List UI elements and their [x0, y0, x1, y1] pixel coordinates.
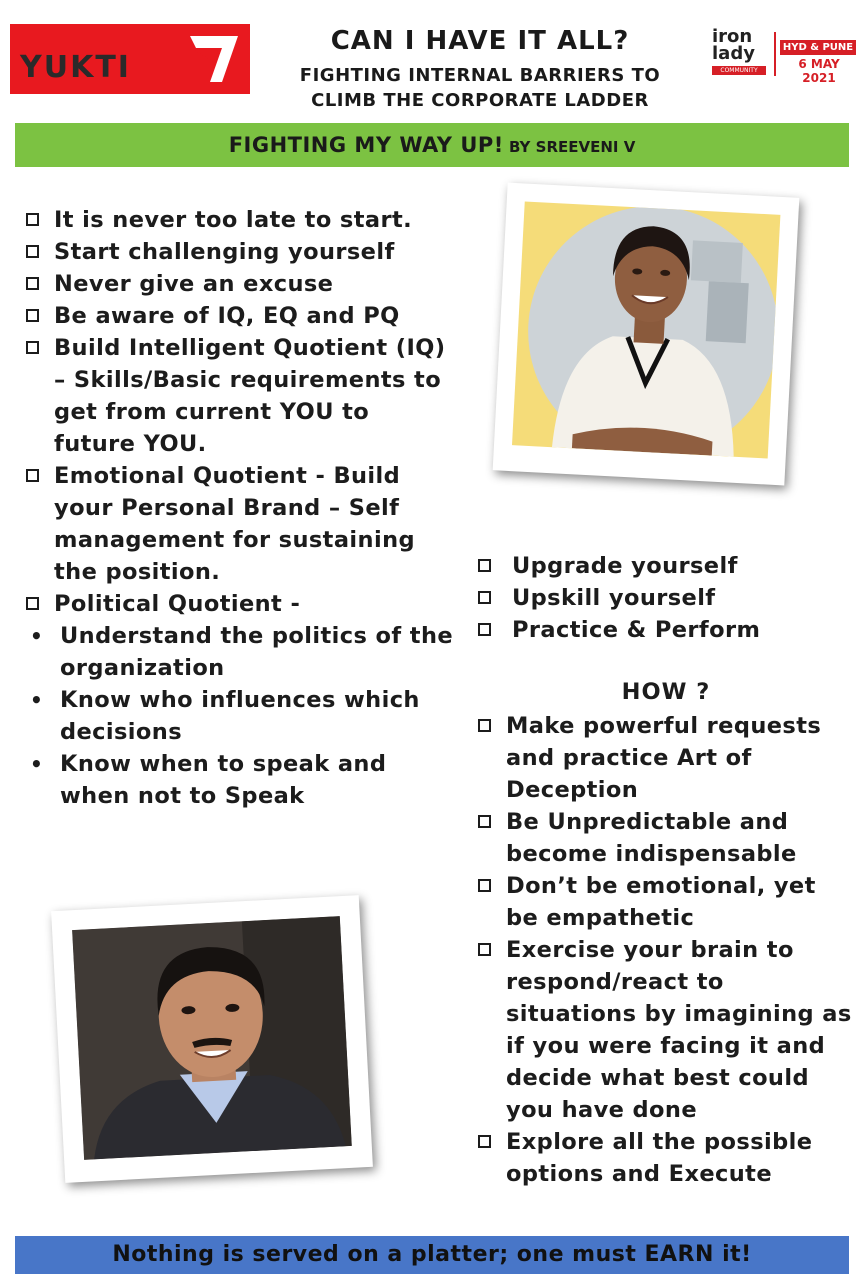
checkbox-icon [478, 623, 491, 636]
list-item [24, 684, 454, 748]
list-item-text: Know when to speak and when not to Speak [60, 751, 387, 809]
checkbox-icon [26, 277, 39, 290]
list-item-text: Upgrade yourself [512, 553, 738, 579]
list-item [476, 806, 856, 870]
how-heading: HOW ? [621, 679, 711, 705]
logo-divider [774, 32, 776, 76]
yukti-logo [10, 24, 250, 94]
subtitle-line-2: CLIMB THE CORPORATE LADDER [311, 90, 649, 111]
iron-lady-logo-line3: COMMUNITY [712, 66, 766, 75]
right-actions-list [476, 550, 856, 646]
list-item-text: Start challenging yourself [54, 239, 395, 265]
list-item-text: Exercise your brain to respond/react to situations by imagining as if you were facing it and decide what best could you have done [506, 937, 852, 1123]
list-item-text: Be aware of IQ, EQ and PQ [54, 303, 400, 329]
list-item [24, 588, 454, 620]
how-list [476, 710, 856, 1190]
checkbox-icon [26, 213, 39, 226]
list-item [476, 710, 856, 806]
checkbox-icon [478, 1135, 491, 1148]
list-item [24, 268, 454, 300]
checkbox-icon [26, 245, 39, 258]
list-item [24, 300, 454, 332]
speaker-photo-1-image [512, 201, 780, 458]
list-item [476, 870, 856, 934]
bullet-icon: • [30, 752, 44, 776]
bullet-icon: • [30, 624, 44, 648]
list-item-text: Never give an excuse [54, 271, 334, 297]
list-item [24, 204, 454, 236]
banner-byline: BY SREEVENI V [508, 138, 636, 156]
speaker-photo-2 [51, 895, 373, 1183]
speaker-photo-2-image [72, 916, 352, 1160]
yukti-logo-text: YUKTI [20, 50, 131, 85]
list-item [24, 460, 454, 588]
left-tips-list [24, 204, 454, 812]
list-item-text: It is never too late to start. [54, 207, 413, 233]
arrow-mark-icon [172, 32, 242, 86]
speaker-photo-1 [493, 183, 800, 486]
list-item-text: Practice & Perform [512, 617, 761, 643]
banner-title: FIGHTING MY WAY UP! [228, 133, 504, 157]
list-item [476, 582, 856, 614]
bullet-icon: • [30, 688, 44, 712]
checkbox-icon [26, 309, 39, 322]
list-item [476, 614, 856, 646]
section-banner [15, 123, 849, 167]
list-item-text: Emotional Quotient - Build your Personal Brand – Self management for sustaining the position. [54, 463, 415, 585]
checkbox-icon [26, 597, 39, 610]
checkbox-icon [478, 943, 491, 956]
page-subtitle [270, 63, 690, 113]
checkbox-icon [478, 719, 491, 732]
iron-lady-logo [712, 28, 770, 78]
subtitle-line-1: FIGHTING INTERNAL BARRIERS TO [299, 65, 661, 86]
list-item [476, 550, 856, 582]
checkbox-icon [478, 591, 491, 604]
list-item-text: Explore all the possible options and Execute [506, 1129, 813, 1187]
list-item [24, 236, 454, 268]
list-item [24, 748, 454, 812]
list-item-text: Upskill yourself [512, 585, 716, 611]
list-item [24, 620, 454, 684]
list-item-text: Understand the politics of the organization [60, 623, 454, 681]
page-title: CAN I HAVE IT ALL? [330, 26, 630, 56]
checkbox-icon [478, 879, 491, 892]
list-item [476, 934, 856, 1126]
checkbox-icon [478, 559, 491, 572]
checkbox-icon [26, 341, 39, 354]
list-item-text: Be Unpredictable and become indispensable [506, 809, 797, 867]
iron-lady-logo-line1: iron [712, 26, 753, 47]
list-item-text: Know who influences which decisions [60, 687, 420, 745]
list-item-text: Build Intelligent Quotient (IQ) – Skills/Basic requirements to get from current YOU to future YOU. [54, 335, 446, 457]
checkbox-icon [26, 469, 39, 482]
list-item-text: Don’t be emotional, yet be empathetic [506, 873, 816, 931]
event-date: 6 MAY 2021 [798, 57, 840, 85]
footer-banner: Nothing is served on a platter; one must EARN it! [15, 1236, 849, 1274]
event-city-badge: HYD & PUNE [780, 40, 856, 55]
list-item-text: Make powerful requests and practice Art of Deception [506, 713, 822, 803]
list-item [476, 1126, 856, 1190]
iron-lady-logo-line2: lady [712, 43, 755, 64]
list-item [24, 332, 454, 460]
list-item-text: Political Quotient - [54, 591, 301, 617]
checkbox-icon [478, 815, 491, 828]
